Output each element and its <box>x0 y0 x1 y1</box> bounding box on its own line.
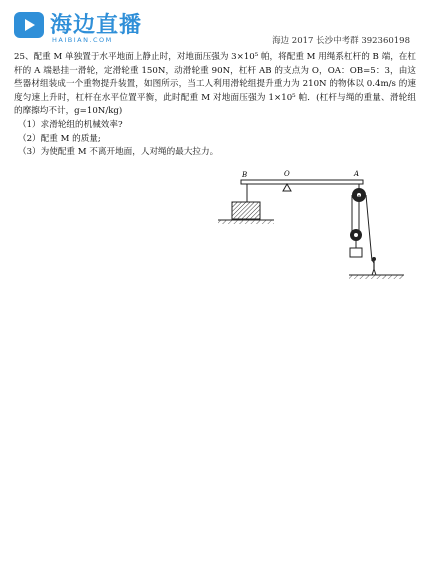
brand-logo <box>14 8 154 48</box>
lever-pulley-figure <box>204 163 419 281</box>
ground-left-hatch <box>218 220 274 224</box>
counterweight-m <box>232 202 260 219</box>
lever-bar <box>241 180 363 184</box>
question-3: （3）为使配重 M 不离开地面，人对绳的最大拉力。 <box>18 147 219 158</box>
label-b: B <box>242 171 248 179</box>
ground-right-hatch <box>349 275 404 279</box>
fulcrum <box>283 184 291 191</box>
problem-text: 配重 M 单独置于水平地面上静止时，对地面压强为 3×10⁵ 帕，将配重 M 用绳系杠杆的 B 端，在杠杆的 A 端悬挂一滑轮，定滑轮重 150N，动滑轮重 90N，杠杆 AB 的支点为 O，OA：OB=5：3，由这些器材组装成一个重物提升装置，如图所示，当工人利用滑轮组提升重力为 210N 的物体以 0.4m/s 的速度匀速上升时，杠杆在水平位置平衡，此时配重 M 对地面压强为 1×10⁵ 帕．(杠杆与绳的重量、滑轮组的摩擦均不计，g=10N/kg) <box>14 52 416 117</box>
header-group-text: 海边 2017 长沙中考群 392360198 <box>272 36 410 46</box>
logo-subtitle: HAIBIAN.COM <box>52 36 113 44</box>
label-a: A <box>354 170 360 178</box>
page-header <box>0 0 426 50</box>
problem-body <box>14 51 416 119</box>
problem-number: 25、 <box>14 52 34 62</box>
problem-25 <box>14 51 416 160</box>
logo-title: 海边直播 <box>50 13 143 38</box>
play-icon <box>14 12 44 38</box>
load-block <box>350 248 362 257</box>
worker-figure <box>372 257 376 275</box>
rope-right <box>366 195 372 261</box>
label-o: O <box>284 170 290 178</box>
question-2: （2）配重 M 的质量; <box>18 133 101 144</box>
question-1: （1）求滑轮组的机械效率? <box>18 119 123 130</box>
